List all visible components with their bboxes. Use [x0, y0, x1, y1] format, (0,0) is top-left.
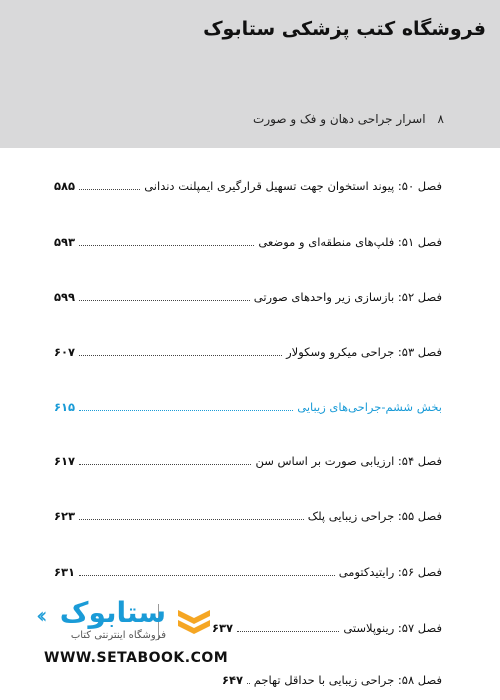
toc-entry-page: ۶۱۷ — [54, 454, 76, 468]
logo-tagline: فروشگاه اینترنتی کتاب — [70, 630, 166, 641]
store-title: فروشگاه کتب پزشکی ستابوک — [203, 18, 486, 40]
toc-entry-page: ۵۸۵ — [54, 179, 76, 193]
toc-entry[interactable] — [54, 178, 442, 198]
toc-entry-title: فصل ۵۸: جراحی زیبایی با حداقل تهاجم — [253, 673, 442, 687]
toc-entry-page: ۵۹۳ — [54, 235, 76, 249]
toc-leader-dots — [79, 289, 250, 301]
toc-entry-title: فصل ۵۵: جراحی زیبایی پلک — [307, 509, 442, 523]
toc-part-heading[interactable] — [54, 399, 442, 419]
website-url[interactable]: WWW.SETABOOK.COM — [44, 650, 229, 666]
toc-leader-dots — [79, 508, 304, 520]
toc-entry-page: ۶۳۱ — [54, 565, 76, 579]
toc-entry-title: فصل ۵۰: پیوند استخوان جهت تسهیل قرارگیری ایمپلنت دندانی — [144, 179, 442, 193]
running-head-title: اسرار جراحی دهان و فک و صورت — [253, 112, 426, 126]
toc-entry-title: فصل ۵۷: رینوپلاستی — [343, 621, 442, 635]
toc-entry[interactable] — [54, 344, 442, 364]
setabook-logo[interactable] — [36, 598, 216, 646]
toc-entry[interactable] — [54, 564, 442, 584]
toc-part-page: ۶۱۵ — [54, 400, 76, 414]
toc-entry-page: ۶۴۷ — [222, 673, 244, 687]
toc-leader-dots — [79, 178, 140, 190]
double-chevron-left-icon: ‹‹ — [36, 604, 42, 629]
toc-entry[interactable] — [54, 234, 442, 254]
toc-entry-title: فصل ۵۲: بازسازی زیر واحدهای صورتی — [253, 290, 442, 304]
toc-leader-dots — [79, 344, 282, 356]
toc-entry[interactable] — [54, 453, 442, 473]
running-page-number: ۸ — [437, 112, 444, 126]
toc-entry[interactable] — [212, 620, 442, 640]
toc-entry-title: فصل ۵۱: فلپ‌های منطقه‌ای و موضعی — [258, 235, 442, 249]
book-logo-icon — [174, 600, 214, 640]
toc-entry-title: فصل ۵۴: ارزیابی صورت بر اساس سن — [255, 454, 442, 468]
toc-entry[interactable] — [54, 508, 442, 528]
toc-part-title: بخش ششم-جراحی‌های زیبایی — [297, 400, 442, 414]
toc-entry[interactable] — [54, 289, 442, 309]
toc-entry-page: ۶۳۷ — [212, 621, 234, 635]
toc-entry-page: ۶۲۳ — [54, 509, 76, 523]
toc-leader-dots — [79, 399, 293, 411]
toc-leader-dots — [237, 620, 339, 632]
toc-entry[interactable] — [222, 672, 442, 692]
toc-leader-dots — [79, 564, 335, 576]
toc-entry-title: فصل ۵۶: رایتیدکتومی — [338, 565, 442, 579]
toc-entry-page: ۵۹۹ — [54, 290, 76, 304]
toc-leader-dots — [79, 234, 254, 246]
toc-leader-dots — [247, 672, 250, 684]
toc-entry-page: ۶۰۷ — [54, 345, 76, 359]
toc-leader-dots — [79, 453, 251, 465]
toc-entry-title: فصل ۵۳: جراحی میکرو وسکولار — [286, 345, 442, 359]
logo-wordmark: ستابوک — [59, 596, 166, 629]
